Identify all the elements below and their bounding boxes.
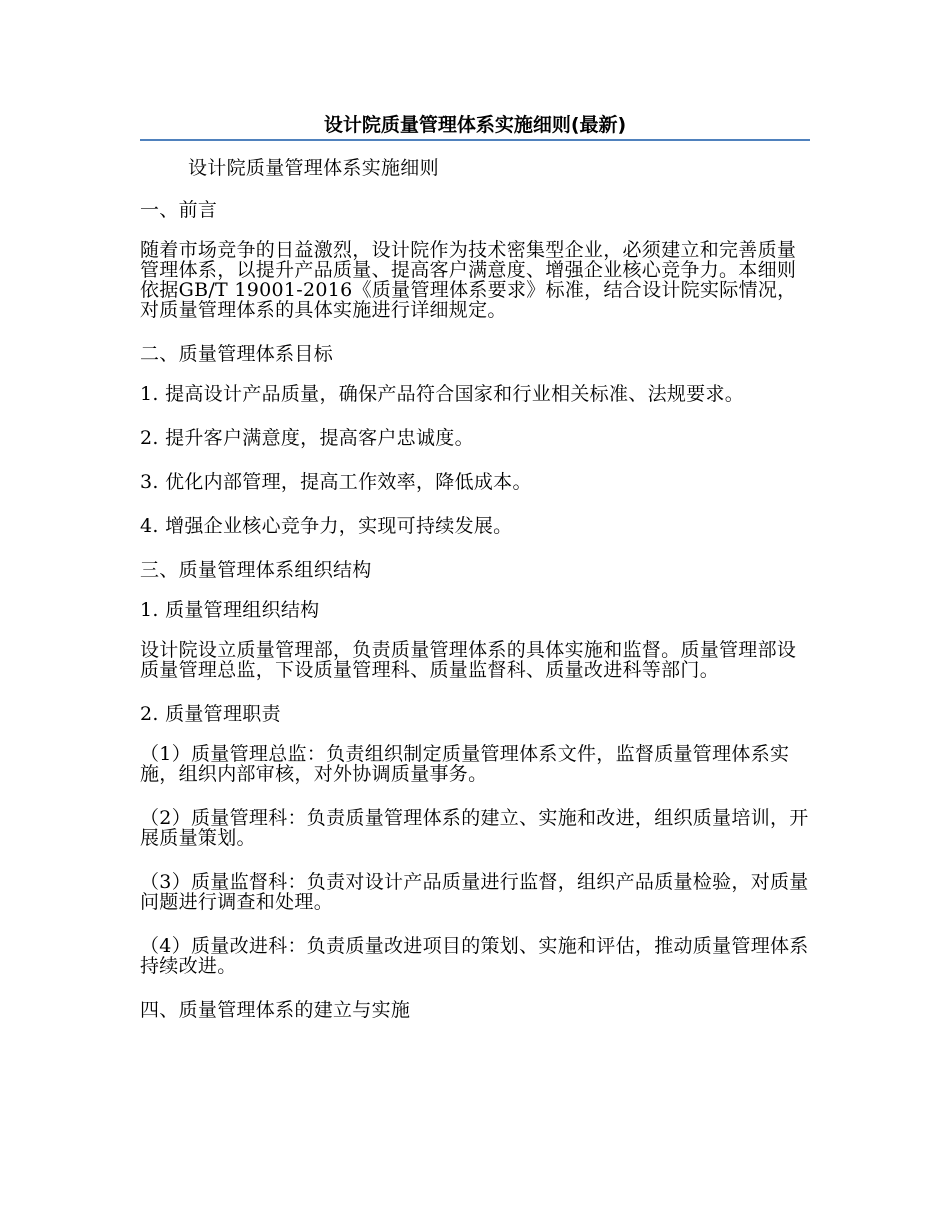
duty-item-1: （1）质量管理总监：负责组织制定质量管理体系文件，监督质量管理体系实施，组织内部审核，对外协调质量事务。 <box>140 743 790 785</box>
title-underline-rule <box>140 139 810 141</box>
duty-item-3: （3）质量监督科：负责对设计产品质量进行监督，组织产品质量检验，对质量问题进行调查和处理。 <box>140 871 809 913</box>
document-body <box>140 158 810 1040</box>
document-title: 设计院质量管理体系实施细则(最新) <box>323 114 627 136</box>
duty-item-4: （4）质量改进科：负责质量改进项目的策划、实施和评估，推动质量管理体系持续改进。 <box>140 935 809 977</box>
document-subtitle: 设计院质量管理体系实施细则 <box>188 157 439 179</box>
org-structure-paragraph: 设计院设立质量管理部，负责质量管理体系的具体实施和监督。质量管理部设质量管理总监，下设质量管理科、质量监督科、质量改进科等部门。 <box>140 639 797 681</box>
objective-item-2: 2. 提升客户满意度，提高客户忠诚度。 <box>140 427 474 449</box>
objective-item-4: 4. 增强企业核心竞争力，实现可持续发展。 <box>140 515 513 537</box>
preface-paragraph: 随着市场竞争的日益激烈，设计院作为技术密集型企业，必须建立和完善质量管理体系，以提升产品质量、提高客户满意度、增强企业核心竞争力。本细则依据GB/T 19001-2016《质量管理体系要求》标准，结合设计院实际情况，对质量管理体系的具体实施进行详细规定。 <box>140 239 797 321</box>
objective-item-1: 1. 提高设计产品质量，确保产品符合国家和行业相关标准、法规要求。 <box>140 383 745 405</box>
section-heading-organization: 三、质量管理体系组织结构 <box>140 559 372 581</box>
section-heading-objectives: 二、质量管理体系目标 <box>140 343 334 365</box>
subheading-org-structure: 1. 质量管理组织结构 <box>140 599 320 621</box>
duty-item-2: （2）质量管理科：负责质量管理体系的建立、实施和改进，组织质量培训，开展质量策划。 <box>140 807 809 849</box>
objective-item-3: 3. 优化内部管理，提高工作效率，降低成本。 <box>140 471 532 493</box>
section-heading-establishment: 四、质量管理体系的建立与实施 <box>140 999 411 1021</box>
subheading-responsibilities: 2. 质量管理职责 <box>140 703 281 725</box>
section-heading-preface: 一、前言 <box>140 199 218 221</box>
